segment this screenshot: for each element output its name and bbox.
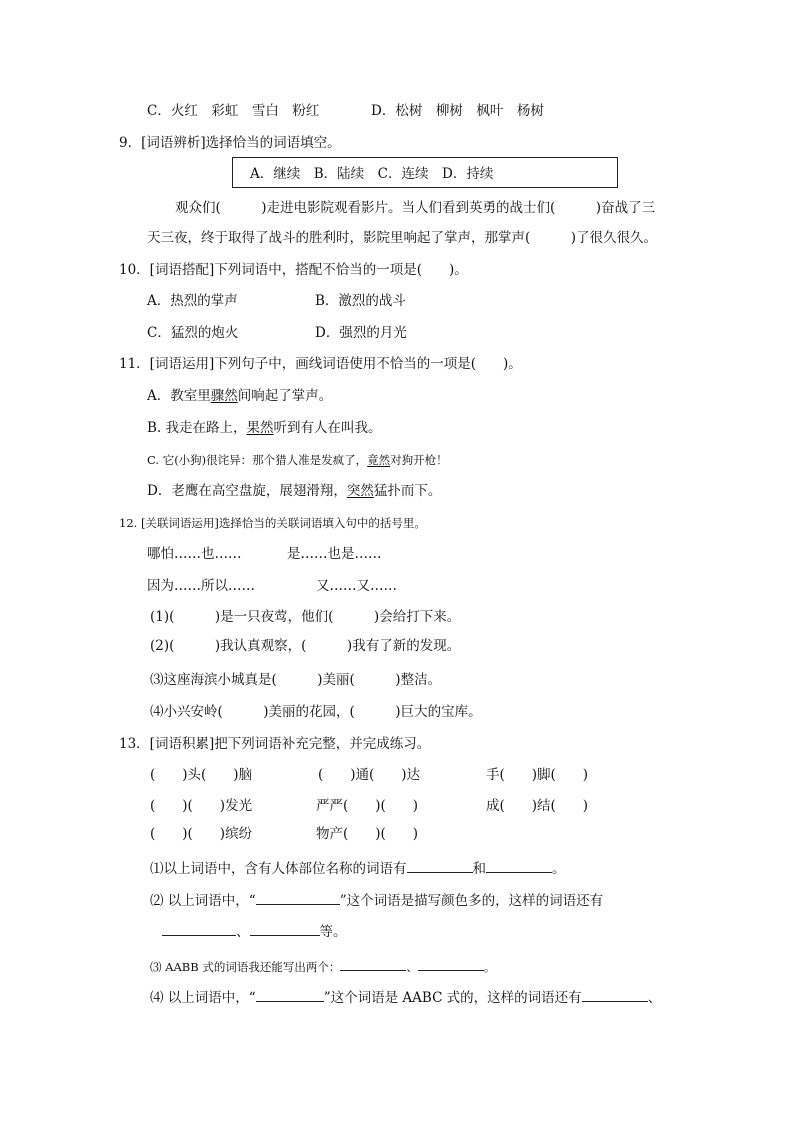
q13-practice-2: ⑵ 以上词语中，“ ”这个词语是描写颜色多的，这样的词语还有 (150, 890, 603, 910)
q13-idiom-2: ( )通( )达 (318, 767, 421, 783)
answer-blank[interactable] (340, 956, 406, 971)
q13-practice-4: ⑷ 以上词语中，“ ”这个词语是 AABC 式的，这样的词语还有 、 (150, 987, 661, 1007)
q10-option-c: C．猛烈的炮火 (147, 325, 239, 341)
answer-blank[interactable] (582, 987, 648, 1002)
answer-blank[interactable] (256, 890, 340, 905)
q9-title: 9．[词语辨析]选择恰当的词语填空。 (119, 135, 341, 151)
q13-practice-3: ⑶ AABB 式的词语我还能写出两个： 、 。 (150, 956, 495, 976)
q9-passage-line-2: 天三夜，终于取得了战斗的胜利时，影院里响起了掌声，那掌声( )了很久很久。 (147, 230, 658, 246)
q13-idiom-8: 物产( )( ) (316, 826, 419, 842)
answer-blank[interactable] (250, 921, 320, 936)
q11-option-d: D．老鹰在高空盘旋，展翅滑翔，突然猛扑而下。 (147, 483, 442, 499)
q12-connective-pair-3: 因为……所以…… (147, 578, 255, 594)
q13-practice-2-continued: 、 等。 (162, 921, 347, 941)
q10-option-b: B．激烈的战斗 (315, 293, 406, 309)
q8-option-c: C．火红 彩虹 雪白 粉红 (147, 103, 320, 119)
q12-connective-pair-4: 又……又…… (316, 578, 397, 594)
q10-option-a: A．热烈的掌声 (147, 293, 238, 309)
q13-idiom-7: ( )( )缤纷 (150, 826, 253, 842)
answer-blank[interactable] (418, 956, 484, 971)
answer-blank[interactable] (407, 858, 473, 873)
answer-blank[interactable] (486, 858, 552, 873)
q13-idiom-3: 手( )脚( ) (486, 767, 589, 783)
q12-title: 12. [关联词语运用]选择恰当的关联词语填入句中的括号里。 (119, 516, 426, 530)
q11-option-b: B. 我走在路上，果然听到有人在叫我。 (147, 420, 382, 436)
q11-option-d-underlined-word: 突然 (346, 483, 374, 499)
q12-sentence-3: ⑶这座海滨小城真是( )美丽( )整洁。 (150, 672, 442, 688)
q12-sentence-1: (1)( )是一只夜莺，他们( )会给打下来。 (150, 609, 461, 625)
q13-title: 13．[词语积累]把下列词语补充完整，并完成练习。 (119, 736, 431, 752)
q13-idiom-6: 成( )结( ) (486, 798, 589, 814)
q11-option-a-underlined-word: 骤然 (210, 388, 238, 404)
q11-title: 11．[词语运用]下列句子中，画线词语使用不恰当的一项是( )。 (119, 356, 522, 372)
answer-blank[interactable] (162, 921, 236, 936)
q13-idiom-5: 严严( )( ) (316, 798, 419, 814)
q11-option-c: C. 它(小狗)很诧异：那个猎人准是发疯了，竟然对狗开枪！ (147, 453, 448, 467)
q13-idiom-4: ( )( )发光 (150, 798, 253, 814)
q11-option-a: A．教室里骤然间响起了掌声。 (147, 388, 333, 404)
q8-option-d: D．松树 柳树 枫叶 杨树 (371, 103, 544, 119)
q13-idiom-1: ( )头( )脑 (150, 767, 253, 783)
q10-option-d: D．强烈的月光 (315, 325, 407, 341)
q12-sentence-4: ⑷小兴安岭( )美丽的花园，( )巨大的宝库。 (150, 704, 482, 720)
q9-passage-line-1: 观众们( )走进电影院观看影片。当人们看到英勇的战士们( )奋战了三 (175, 200, 656, 216)
q12-connective-pair-1: 哪怕……也…… (147, 546, 242, 562)
q9-box-options: A．继续 B．陆续 C．连续 D．持续 (250, 166, 494, 182)
q11-option-b-underlined-word: 果然 (246, 420, 274, 436)
q12-sentence-2: (2)( )我认真观察，( )我有了新的发现。 (150, 638, 461, 654)
q12-connective-pair-2: 是……也是…… (287, 546, 382, 562)
q11-option-c-underlined-word: 竟然 (367, 453, 391, 467)
answer-blank[interactable] (256, 987, 324, 1002)
q10-title: 10．[词语搭配]下列词语中，搭配不恰当的一项是( )。 (119, 262, 468, 278)
q13-practice-1: ⑴以上词语中，含有人体部位名称的词语有 和 。 (150, 858, 566, 878)
